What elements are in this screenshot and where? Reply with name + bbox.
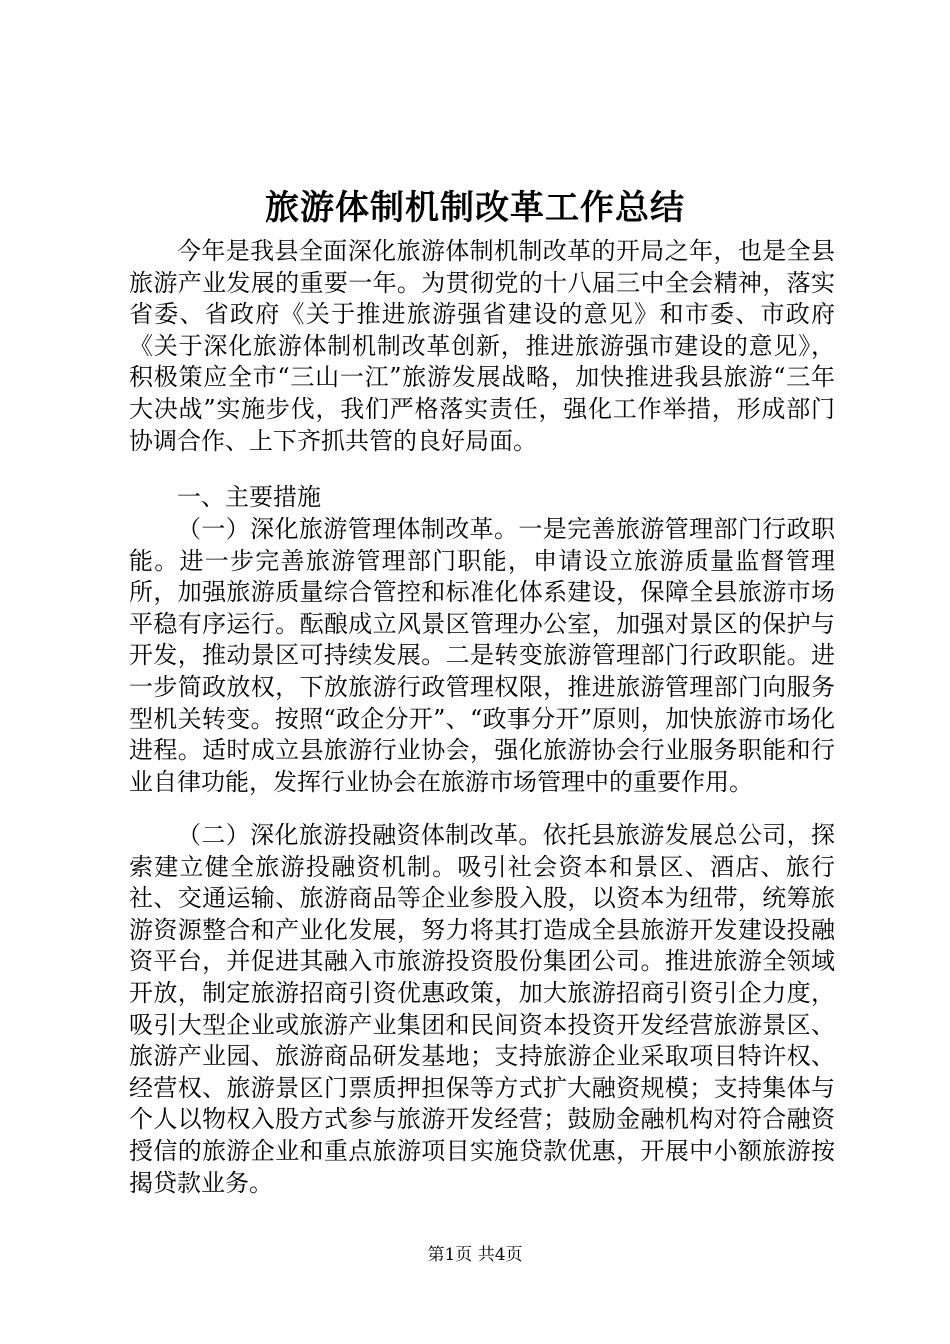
- measure-paragraph-1: （一）深化旅游管理体制改革。一是完善旅游管理部门行政职能。进一步完善旅游管理部门职能，申请设立旅游质量监督管理所，加强旅游质量综合管控和标准化体系建设，保障全县旅游市场平稳有序运行。酝酿成立风景区管理办公室，加强对景区的保护与开发，推动景区可持续发展。二是转变旅游管理部门行政职能。进一步简政放权，下放旅游行政管理权限，推进旅游管理部门向服务型机关转变。按照“政企分开”、“政事分开”原则，加快旅游市场化进程。适时成立县旅游行业协会，强化旅游协会行业服务职能和行业自律功能，发挥行业协会在旅游市场管理中的重要作用。: [129, 515, 835, 796]
- page-number-footer: 第1页 共4页: [427, 1245, 523, 1265]
- document-title: 旅游体制机制改革工作总结: [265, 188, 685, 228]
- section-heading: 一、主要措施: [177, 483, 321, 511]
- intro-paragraph: 今年是我县全面深化旅游体制机制改革的开局之年，也是全县旅游产业发展的重要一年。为贯彻党的十八届三中全会精神，落实省委、省政府《关于推进旅游强省建设的意见》和市委、市政府《关于深化旅游体制机制改革创新，推进旅游强市建设的意见》，积极策应全市“三山一江”旅游发展战略，加快推进我县旅游“三年大决战”实施步伐，我们严格落实责任，强化工作举措，形成部门协调合作、上下齐抓共管的良好局面。: [129, 237, 835, 455]
- measure-paragraph-2: （二）深化旅游投融资体制改革。依托县旅游发展总公司，探索建立健全旅游投融资机制。吸引社会资本和景区、酒店、旅行社、交通运输、旅游商品等企业参股入股，以资本为纽带，统筹旅游资源整合和产业化发展，努力将其打造成全县旅游开发建设投融资平台，并促进其融入市旅游投资股份集团公司。推进旅游全领域开放，制定旅游招商引资优惠政策，加大旅游招商引资引企力度，吸引大型企业或旅游产业集团和民间资本投资开发经营旅游景区、旅游产业园、旅游商品研发基地；支持旅游企业采取项目特许权、经营权、旅游景区门票质押担保等方式扩大融资规模；支持集体与个人以物权入股方式参与旅游开发经营；鼓励金融机构对符合融资授信的旅游企业和重点旅游项目实施贷款优惠，开展中小额旅游按揭贷款业务。: [129, 821, 835, 1197]
